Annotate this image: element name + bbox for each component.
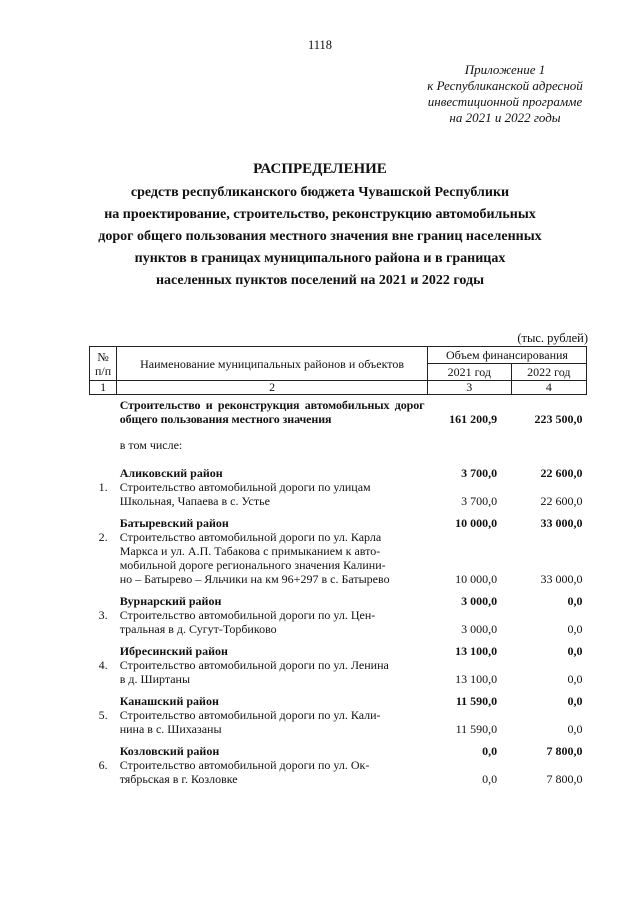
- row-number: [90, 395, 117, 427]
- object-2021: 0,0: [482, 772, 498, 786]
- district-2022: 22 600,0: [540, 466, 583, 480]
- district-row: [90, 736, 587, 758]
- column-index: 4: [511, 381, 586, 395]
- object-2022: 22 600,0: [540, 494, 583, 508]
- row-number: 3.: [98, 608, 108, 622]
- object-name: [117, 658, 428, 686]
- document-title: [0, 158, 640, 292]
- total-2021: 161 200,9: [449, 412, 498, 426]
- row-number: [90, 736, 117, 758]
- object-name: [117, 708, 428, 736]
- column-index-row: [90, 381, 587, 395]
- object-2021: 3 700,0: [461, 494, 498, 508]
- title-line: средств республиканского бюджета Чувашской Республики: [130, 185, 510, 200]
- title-heading: РАСПРЕДЕЛЕНИЕ: [253, 161, 387, 177]
- title-line: на проектирование, строительство, реконструкцию автомобильных: [104, 207, 536, 222]
- district-2022: 0,0: [567, 694, 583, 708]
- district-name: Вурнарский район: [119, 594, 222, 608]
- header-number: № п/п: [90, 347, 117, 381]
- object-row: [90, 480, 587, 508]
- title-line: пунктов в границах муниципального района и в границах: [134, 251, 506, 266]
- district-2021: 11 590,0: [455, 694, 498, 708]
- object-row: [90, 608, 587, 636]
- object-row: [90, 708, 587, 736]
- object-row: [90, 530, 587, 586]
- header-year-2021: 2021 год: [427, 364, 511, 381]
- total-2022: 223 500,0: [534, 412, 583, 426]
- object-name: [117, 480, 428, 508]
- row-number: [90, 508, 117, 530]
- object-2021: 3 000,0: [461, 622, 498, 636]
- district-row: [90, 586, 587, 608]
- title-line: дорог общего пользования местного значения вне границ населенных: [98, 229, 542, 244]
- object-2021: 13 100,0: [455, 672, 498, 686]
- object-text-line: тральная в д. Сугут-Торбиково: [119, 622, 277, 636]
- district-name: Козловский район: [119, 744, 220, 758]
- object-text-line: нина в с. Шихазаны: [119, 722, 222, 736]
- including-label: в том числе:: [119, 438, 183, 452]
- district-2021: 0,0: [482, 744, 498, 758]
- including-row: [90, 426, 587, 458]
- column-index: 3: [427, 381, 511, 395]
- row-number: [90, 458, 117, 480]
- object-text-line: Строительство автомобильной дороги по ул. Ок-: [119, 758, 370, 772]
- total-row: [90, 395, 587, 427]
- object-text-line: Школьная, Чапаева в с. Устье: [119, 494, 270, 508]
- district-row: [90, 508, 587, 530]
- object-row: [90, 758, 587, 786]
- object-name: [117, 758, 428, 786]
- row-number: 5.: [98, 708, 108, 722]
- district-row: [90, 636, 587, 658]
- units-label: (тыс. рублей): [517, 331, 588, 345]
- row-number: 6.: [98, 758, 108, 772]
- object-text-line: мобильной дороге регионального значения Калини-: [119, 558, 386, 572]
- column-index: 2: [117, 381, 428, 395]
- object-text-line: в д. Ширтаны: [119, 672, 191, 686]
- object-text-line: Строительство автомобильной дороги по улицам: [119, 480, 371, 494]
- object-row: [90, 658, 587, 686]
- district-row: [90, 686, 587, 708]
- object-2022: 0,0: [567, 672, 583, 686]
- object-2022: 0,0: [567, 622, 583, 636]
- object-2021: 10 000,0: [455, 572, 498, 586]
- district-2022: 33 000,0: [540, 516, 583, 530]
- row-number: 1.: [98, 480, 108, 494]
- column-index: 1: [90, 381, 117, 395]
- appendix-note: [400, 62, 610, 126]
- header-year-2022: 2022 год: [511, 364, 586, 381]
- object-text-line: тябрьская в г. Козловке: [119, 772, 238, 786]
- row-number: [90, 586, 117, 608]
- district-name: Батыревский район: [119, 516, 229, 530]
- row-number: 2.: [98, 530, 108, 544]
- total-name: Строительство и реконструкция автомобильных дорог общего пользования местного значения: [119, 398, 425, 426]
- row-number: 4.: [98, 658, 108, 672]
- object-2022: 33 000,0: [540, 572, 583, 586]
- appendix-line: инвестиционной программе: [427, 94, 583, 109]
- object-name: [117, 530, 428, 586]
- district-2022: 0,0: [567, 594, 583, 608]
- page-number: 1118: [307, 38, 333, 52]
- table-header-row: [90, 347, 587, 364]
- header-volume: Объем финансирования: [427, 347, 586, 364]
- object-2022: 7 800,0: [546, 772, 583, 786]
- object-text-line: Маркса и ул. А.П. Табакова с примыканием к авто-: [119, 544, 381, 558]
- row-number: [90, 636, 117, 658]
- district-2021: 3 700,0: [461, 466, 498, 480]
- district-2021: 13 100,0: [455, 644, 498, 658]
- district-2022: 7 800,0: [546, 744, 583, 758]
- district-2021: 3 000,0: [461, 594, 498, 608]
- appendix-line: Приложение 1: [464, 62, 546, 77]
- object-2022: 0,0: [567, 722, 583, 736]
- header-name: Наименование муниципальных районов и объектов: [117, 347, 428, 381]
- object-text-line: но – Батырево – Яльчики на км 96+297 в с. Батырево: [119, 572, 390, 586]
- district-2022: 0,0: [567, 644, 583, 658]
- object-2021: 11 590,0: [455, 722, 498, 736]
- object-text-line: Строительство автомобильной дороги по ул. Карла: [119, 530, 382, 544]
- district-row: [90, 458, 587, 480]
- object-name: [117, 608, 428, 636]
- funding-table: [89, 346, 587, 786]
- object-text-line: Строительство автомобильной дороги по ул. Кали-: [119, 708, 381, 722]
- district-name: Ибресинский район: [119, 644, 228, 658]
- title-line: населенных пунктов поселений на 2021 и 2022 годы: [155, 273, 485, 288]
- district-2021: 10 000,0: [455, 516, 498, 530]
- appendix-line: к Республиканской адресной: [427, 78, 583, 93]
- appendix-line: на 2021 и 2022 годы: [449, 110, 561, 125]
- row-number: [90, 686, 117, 708]
- object-text-line: Строительство автомобильной дороги по ул. Цен-: [119, 608, 376, 622]
- object-text-line: Строительство автомобильной дороги по ул. Ленина: [119, 658, 389, 672]
- district-name: Аликовский район: [119, 466, 223, 480]
- district-name: Канашский район: [119, 694, 219, 708]
